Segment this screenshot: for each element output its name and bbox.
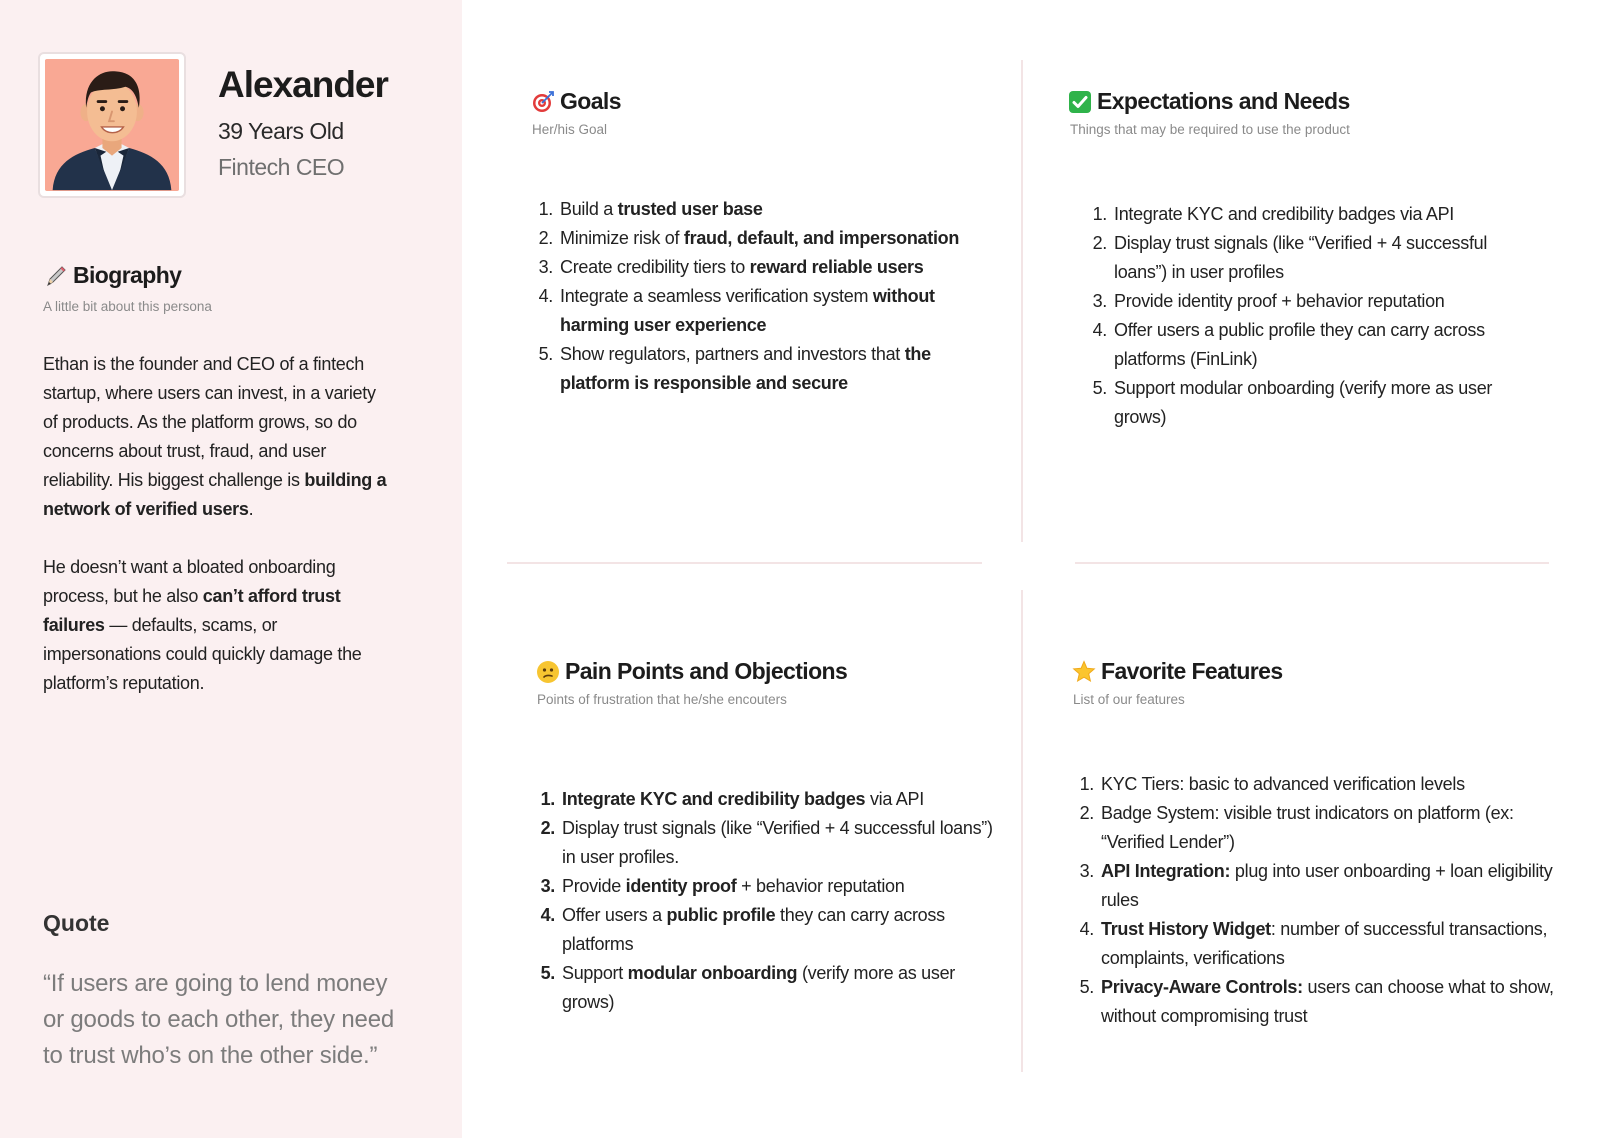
- list-item: 3. Create credibility tiers to reward reliable users: [538, 257, 924, 277]
- list-item: 1. Build a trusted user base: [538, 199, 763, 219]
- list-item: 5. Show regulators, partners and investors that the platform is responsible and secure: [538, 344, 931, 393]
- pain-points-title: Pain Points and Objections: [565, 658, 848, 684]
- features-heading: [1071, 658, 1283, 685]
- list-item: 3. Provide identity proof + behavior reputation: [540, 876, 905, 896]
- features-list: [1072, 770, 1554, 1031]
- list-item: 2. Display trust signals (like “Verified + 4 successful loans”) in user profiles: [1092, 233, 1488, 282]
- expectations-heading: [1067, 88, 1350, 115]
- divider: [1021, 60, 1023, 542]
- avatar: [38, 52, 186, 198]
- divider: [1075, 562, 1549, 564]
- star-icon: [1071, 659, 1097, 685]
- divider: [507, 562, 982, 564]
- persona-role: Fintech CEO: [218, 154, 345, 180]
- features-subtitle: List of our features: [1073, 692, 1185, 707]
- businessman-avatar-icon: [45, 59, 179, 191]
- goals-heading: [530, 88, 621, 115]
- list-item: 4. Offer users a public profile they can carry across platforms: [540, 905, 945, 954]
- goals-title: Goals: [560, 88, 621, 114]
- check-mark-icon: [1067, 89, 1093, 115]
- goals-list: [531, 195, 991, 398]
- list-item: 2. Minimize risk of fraud, default, and impersonation: [538, 228, 960, 248]
- list-item: 1. Integrate KYC and credibility badges via API: [540, 789, 924, 809]
- biography-paragraph: He doesn’t want a bloated onboarding process, but he also can’t afford trust failures — defaults, scams, or impersonations could quickly damage the platform’s reputation.: [43, 557, 362, 693]
- persona-sidebar: [0, 0, 462, 1138]
- pain-points-heading: [535, 658, 847, 685]
- quote-heading: Quote: [43, 910, 110, 936]
- list-item: 4. Integrate a seamless verification system without harming user experience: [538, 286, 935, 335]
- expectations-title: Expectations and Needs: [1097, 88, 1350, 114]
- list-item: 4. Offer users a public profile they can carry across platforms (FinLink): [1092, 320, 1485, 369]
- pencil-icon: [43, 263, 69, 289]
- target-icon: [530, 89, 556, 115]
- list-item: 5. Support modular onboarding (verify more as user grows): [1092, 378, 1493, 427]
- list-item: 2. Display trust signals (like “Verified + 4 successful loans”) in user profiles.: [540, 818, 993, 867]
- list-item: 5. Privacy-Aware Controls: users can choose what to show, without compromising trust: [1079, 977, 1554, 1026]
- biography-heading: [43, 262, 181, 289]
- biography-text: [43, 350, 388, 698]
- list-item: 5. Support modular onboarding (verify more as user grows): [540, 963, 955, 1012]
- pain-points-subtitle: Points of frustration that he/she encouters: [537, 692, 787, 707]
- list-item: 2. Badge System: visible trust indicators on platform (ex: “Verified Lender”): [1079, 803, 1514, 852]
- avatar-illustration: [45, 59, 179, 191]
- list-item: 1. KYC Tiers: basic to advanced verification levels: [1079, 774, 1465, 794]
- persona-age: 39 Years Old: [218, 118, 344, 144]
- biography-paragraph: Ethan is the founder and CEO of a fintech startup, where users can invest, in a variety of products. As the platform grows, so do concerns about trust, fraud, and user reliability. His biggest challenge is building a network of verified users.: [43, 354, 387, 519]
- divider: [1021, 590, 1023, 1072]
- biography-title: Biography: [73, 262, 182, 288]
- expectations-subtitle: Things that may be required to use the product: [1070, 122, 1350, 137]
- list-item: 1. Integrate KYC and credibility badges via API: [1092, 204, 1455, 224]
- list-item: 3. Provide identity proof + behavior reputation: [1092, 291, 1445, 311]
- list-item: 4. Trust History Widget: number of successful transactions, complaints, verifications: [1079, 919, 1548, 968]
- persona-name: Alexander: [218, 64, 388, 105]
- biography-subtitle: A little bit about this persona: [43, 299, 212, 314]
- list-item: 3. API Integration: plug into user onboarding + loan eligibility rules: [1079, 861, 1553, 910]
- goals-subtitle: Her/his Goal: [532, 122, 608, 137]
- quote-text: “If users are going to lend money or goods to each other, they need to trust who’s on the other side.”: [43, 970, 394, 1069]
- confused-face-icon: [535, 659, 561, 685]
- pain-points-list: [533, 785, 993, 1017]
- features-title: Favorite Features: [1101, 658, 1283, 684]
- expectations-list: [1085, 200, 1525, 432]
